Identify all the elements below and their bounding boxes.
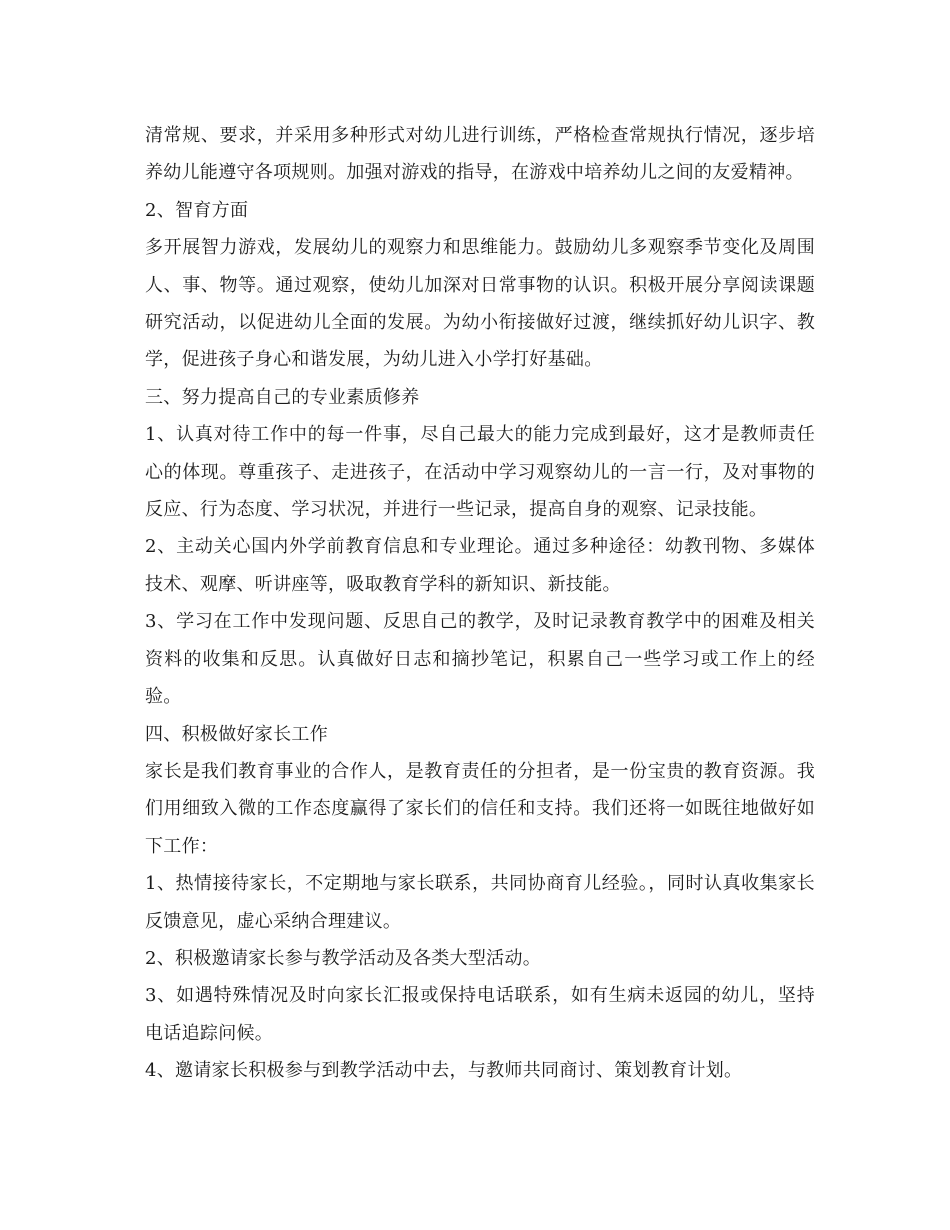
paragraph-invite-parents: 2、积极邀请家长参与教学活动及各类大型活动。	[145, 947, 542, 969]
paragraph-planning-together: 4、邀请家长积极参与到教学活动中去，与教师共同商讨、策划教育计划。	[145, 1060, 743, 1082]
paragraph-intellectual-games: 多开展智力游戏，发展幼儿的观察力和思维能力。鼓励幼儿多观察季节变化及周围人、事、物等。通过观察，使幼儿加深对日常事物的认识。积极开展分享阅读课题研究活动，以促进幼儿全面的发展。为幼小衔接做好过渡，继续抓好幼儿识字、教学，促进孩子身心和谐发展，为幼儿进入小学打好基础。	[145, 237, 815, 371]
paragraph-receive-parents: 1、热情接待家长，不定期地与家长联系，共同协商育儿经验。，同时认真收集家长反馈意见，虚心采纳合理建议。	[145, 873, 815, 932]
paragraph-responsibility: 1、认真对待工作中的每一件事，尽自己最大的能力完成到最好，这才是教师责任心的体现。尊重孩子、走进孩子，在活动中学习观察幼儿的一言一行，及对事物的反应、行为态度、学习状况，并进行一些记录，提高自身的观察、记录技能。	[145, 424, 815, 521]
paragraph-reflection: 3、学习在工作中发现问题、反思自己的教学，及时记录教育教学中的困难及相关资料的收集和反思。认真做好日志和摘抄笔记，积累自己一些学习或工作上的经验。	[145, 611, 815, 708]
paragraph-parents-partners: 家长是我们教育事业的合作人，是教育责任的分担者，是一份宝贵的教育资源。我们用细致入微的工作态度赢得了家长们的信任和支持。我们还将一如既往地做好如下工作：	[145, 760, 815, 857]
paragraph-routine-training: 清常规、要求，并采用多种形式对幼儿进行训练，严格检查常规执行情况，逐步培养幼儿能遵守各项规则。加强对游戏的指导，在游戏中培养幼儿之间的友爱精神。	[145, 125, 815, 184]
document-body	[145, 117, 815, 1090]
heading-intellectual-education: 2、智育方面	[145, 199, 249, 221]
paragraph-preschool-theory: 2、主动关心国内外学前教育信息和专业理论。通过多种途径：幼教刊物、多媒体技术、观摩、听讲座等，吸取教育学科的新知识、新技能。	[145, 536, 815, 595]
heading-parent-work: 四、积极做好家长工作	[145, 723, 328, 745]
heading-professional-quality: 三、努力提高自己的专业素质修养	[145, 386, 420, 408]
paragraph-special-situations: 3、如遇特殊情况及时向家长汇报或保持电话联系，如有生病未返园的幼儿，坚持电话追踪问候。	[145, 985, 815, 1044]
